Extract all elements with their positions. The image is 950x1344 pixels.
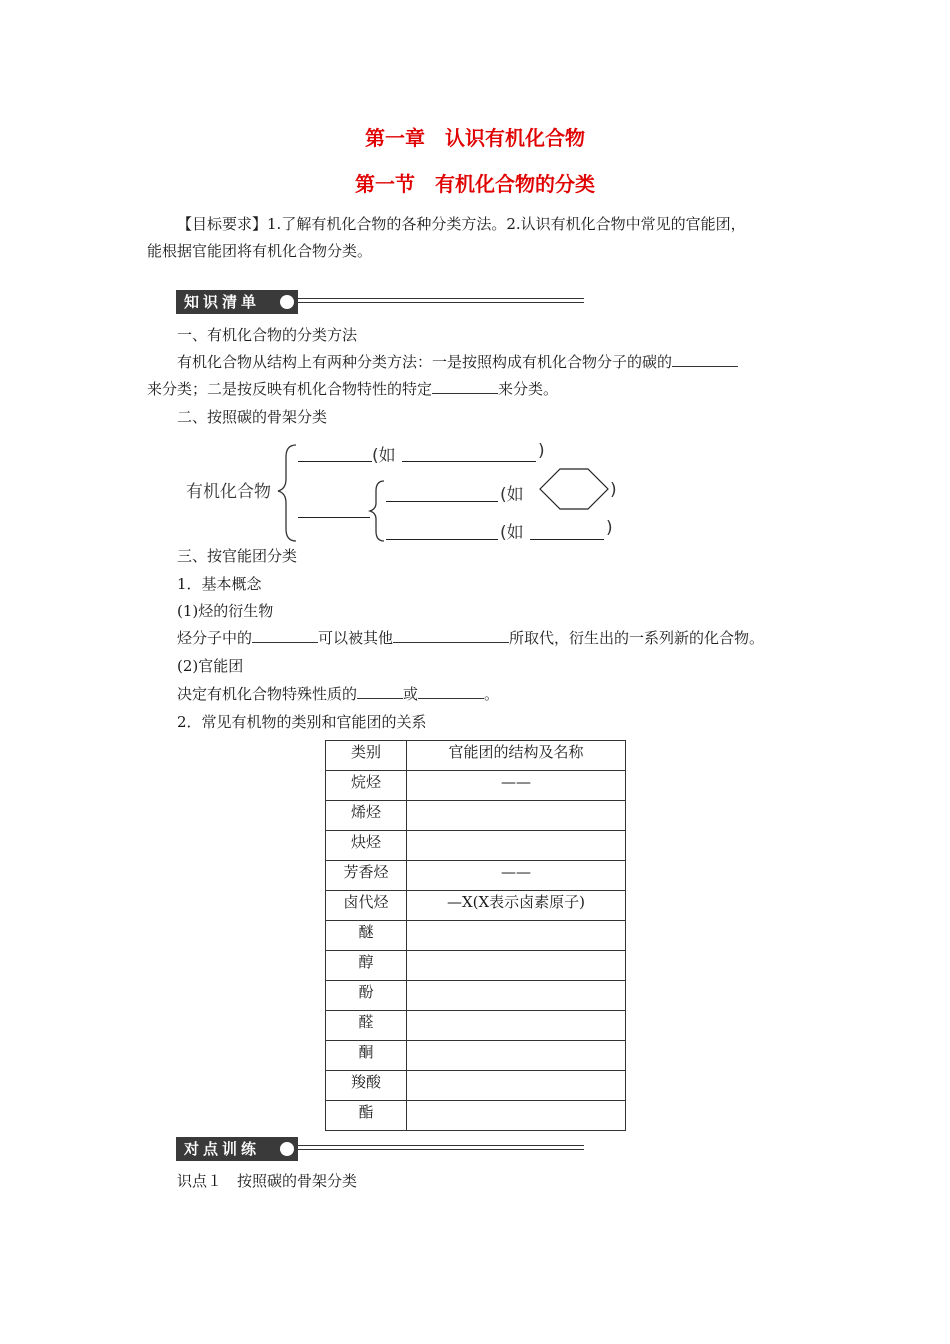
part3-sub2: 2．常见有机物的类别和官能团的关系 [177,713,427,731]
part1-line-2: 来分类；二是按反映有机化合物特性的特定 来分类。 [147,376,558,402]
table-row: 酯 [326,1101,626,1131]
diagram-example-blank-1[interactable] [402,461,536,462]
example-close-1: ) [538,441,545,461]
answer-blank[interactable] [357,682,403,699]
objectives-label: 【目标要求】 [177,215,268,233]
table-row: 酚 [326,981,626,1011]
diagram-blank-4[interactable] [386,539,498,540]
diagram-root-label: 有机化合物 [186,482,271,502]
section-title: 第一节 有机化合物的分类 [355,172,595,196]
part3-sub1-2-text: 决定有机化合物特殊性质的 或 。 [177,681,499,707]
table-row: 醛 [326,1011,626,1041]
diagram-blank-1[interactable] [298,461,372,462]
example-close-3: ) [606,518,613,538]
table-header-row [326,741,626,771]
answer-blank[interactable] [432,377,498,394]
carbon-skeleton-diagram [180,435,640,547]
table-row: 羧酸 [326,1071,626,1101]
objectives-line-1: 【目标要求】1.了解有机化合物的各种分类方法。2.认识有机化合物中常见的官能团， [177,215,746,233]
diagram-blank-2[interactable] [298,517,370,518]
diagram-example-blank-3[interactable] [530,539,604,540]
bar-divider [298,298,584,303]
answer-blank[interactable] [393,626,509,643]
part3-sub1: 1．基本概念 [177,575,262,593]
table-row: 烯烃 [326,801,626,831]
bullet-dot-icon [280,295,294,309]
table-row: 醚 [326,921,626,951]
bullet-dot-icon [280,1142,294,1156]
table-header-group: 官能团的结构及名称 [407,741,626,771]
part1-line-1: 有机化合物从结构上有两种分类方法：一是按照构成有机化合物分子的碳的 [177,349,738,375]
answer-blank[interactable] [252,626,318,643]
part3-sub1-1: (1)烃的衍生物 [177,602,274,620]
example-open-2: (如 [500,485,524,505]
part3-sub1-2: (2)官能团 [177,657,244,675]
part3-heading: 三、按官能团分类 [177,547,298,565]
training-bar [176,1137,586,1161]
diagram-blank-3[interactable] [386,501,498,502]
table-row: 酮 [326,1041,626,1071]
functional-group-table [325,740,626,1131]
table-row: 烷烃 —— [326,771,626,801]
part2-heading: 二、按照碳的骨架分类 [177,408,328,426]
answer-blank[interactable] [672,350,738,367]
table-row: 醇 [326,951,626,981]
answer-blank[interactable] [418,682,484,699]
chapter-title: 第一章 认识有机化合物 [365,126,585,150]
knowledge-point-heading: 识点１ 按照碳的骨架分类 [177,1172,358,1190]
example-close-2: ) [610,480,617,500]
bar-divider [298,1145,584,1150]
example-open-3: (如 [500,523,524,543]
table-row: 芳香烃 —— [326,861,626,891]
table-row: 卤代烃 —X(X表示卤素原子) [326,891,626,921]
training-label: 对点训练 [176,1137,298,1161]
hexagon-ring-icon [540,469,608,509]
table-row: 炔烃 [326,831,626,861]
part1-heading: 一、有机化合物的分类方法 [177,326,358,344]
objectives-line-2: 能根据官能团将有机化合物分类。 [147,242,373,260]
knowledge-list-bar [176,290,586,314]
diagram-braces [180,435,640,547]
part3-sub1-1-text: 烃分子中的 可以被其他 所取代，衍生出的一系列新的化合物。 [177,625,764,651]
example-open-1: (如 [372,446,396,466]
table-header-category: 类别 [326,741,407,771]
knowledge-list-label: 知识清单 [176,290,298,314]
